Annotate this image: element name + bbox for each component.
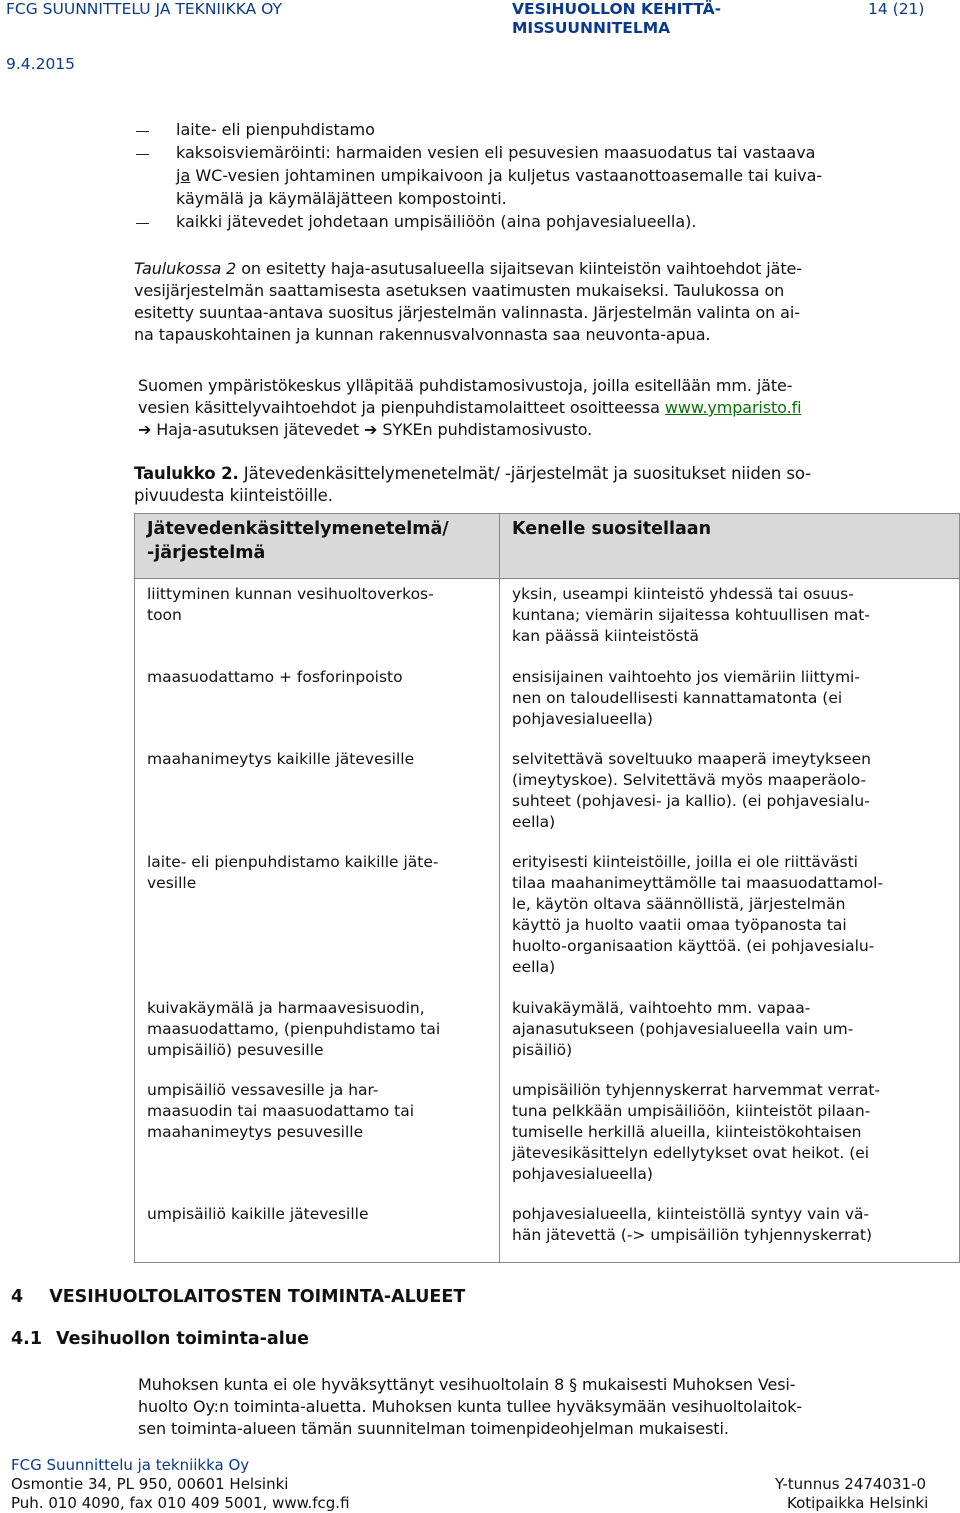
table-cell-method (147, 667, 403, 688)
cell-line: kan päässä kiinteistöstä (512, 627, 699, 645)
table-label: Taulukko 2. (134, 464, 239, 483)
table-cell-recommendation (512, 667, 860, 730)
footer-domicile: Kotipaikka Helsinki (787, 1494, 929, 1512)
paragraph-text: Suomen ympäristökeskus ylläpitää puhdistamosivustoja, joilla esitellään mm. jäte- (138, 376, 793, 395)
underlined-word: ja (176, 166, 191, 185)
bullet-item: kaikki jätevedet johdetaan umpisäiliöön (aina pohjavesialueella). (176, 212, 697, 231)
cell-line: ajanasutukseen (pohjavesialueella vain um- (512, 1020, 854, 1038)
cell-line: tilaa maahanimeyttämölle tai maasuodattamol- (512, 874, 884, 892)
bullet-item-continued (176, 165, 822, 187)
cell-line: suhteet (pohjavesi- ja kallio). (ei pohjavesialu- (512, 792, 870, 810)
table-cell-recommendation (512, 1204, 872, 1246)
header-doc-title-line1: VESIHUOLLON KEHITTÄ- (512, 0, 722, 18)
cell-line: ensisijainen vaihtoehto jos viemäriin liittymi- (512, 668, 860, 686)
footer-business-id: Y-tunnus 2474031-0 (775, 1475, 927, 1493)
caption-text: Jätevedenkäsittelymenetelmät/ -järjestelmät ja suositukset niiden so- (238, 464, 811, 483)
cell-line: jätevesikäsittelyn edellytykset ovat heikot. (ei (512, 1144, 870, 1162)
cell-line: umpisäiliö vessavesille ja har- (147, 1081, 379, 1099)
table-cell-method (147, 749, 414, 770)
section-4-heading (11, 1287, 465, 1307)
header-page-number: 14 (21) (868, 0, 925, 18)
cell-line: yksin, useampi kiinteistö yhdessä tai osuus- (512, 585, 854, 603)
table-cell-method (147, 584, 434, 626)
recommendation-table (134, 513, 960, 1263)
cell-line: maasuodattamo, (pienpuhdistamo tai (147, 1020, 441, 1038)
navigation-path: ➔ Haja-asutuksen jätevedet ➔ SYKEn puhdistamosivusto. (138, 420, 593, 439)
section-number: 4.1 (11, 1329, 43, 1349)
footer-company: FCG Suunnittelu ja tekniikka Oy (11, 1456, 250, 1474)
cell-line: pohjavesialueella, kiinteistöllä syntyy vain vä- (512, 1205, 870, 1223)
paragraph-text: na tapauskohtainen ja kunnan rakennusvalvonnasta saa neuvonta-apua. (134, 325, 711, 344)
cell-line: maahanimeytys kaikille jätevesille (147, 750, 415, 768)
cell-line: maasuodin tai maasuodattamo tai (147, 1102, 415, 1120)
cell-line: eella) (512, 813, 556, 831)
dash-bullet (136, 131, 149, 132)
cell-line: kuivakäymälä, vaihtoehto mm. vapaa- (512, 999, 811, 1017)
cell-line: kuntana; viemärin sijaitessa kohtuullisen mat- (512, 606, 870, 624)
paragraph-text: esitetty suuntaa-antava suositus järjestelmän valinnasta. Järjestelmän valinta on ai- (134, 303, 800, 322)
table-header-recommended-for: Kenelle suositellaan (512, 519, 712, 539)
section-title: Vesihuollon toiminta-alue (56, 1329, 310, 1349)
bullet-item-continued: käymälä ja käymäläjätteen kompostointi. (176, 189, 507, 208)
cell-line: kuivakäymälä ja harmaavesisuodin, (147, 999, 425, 1017)
table-reference: Taulukossa 2 (134, 259, 237, 278)
footer-contact: Puh. 010 4090, fax 010 409 5001, www.fcg.fi (11, 1494, 350, 1512)
header-text: -järjestelmä (147, 543, 266, 563)
cell-line: umpisäiliö kaikille jätevesille (147, 1205, 369, 1223)
caption-text: pivuudesta kiinteistöille. (134, 486, 333, 505)
header-date: 9.4.2015 (6, 55, 76, 73)
header-company: FCG SUUNNITTELU JA TEKNIIKKA OY (6, 0, 282, 18)
section-title: VESIHUOLTOLAITOSTEN TOIMINTA-ALUEET (49, 1287, 466, 1307)
cell-line: (imeytyskoe). Selvitettävä myös maaperäolo- (512, 771, 867, 789)
paragraph-text: vesien käsittelyvaihtoehdot ja pienpuhdistamolaitteet osoitteessa (138, 398, 665, 417)
cell-line: tuna pelkkään umpisäiliöön, kiinteistöt pilaan- (512, 1102, 871, 1120)
bullet-item: laite- eli pienpuhdistamo (176, 120, 375, 139)
table-cell-method (147, 1204, 369, 1225)
cell-line: pohjavesialueella) (512, 710, 653, 728)
paragraph-syke (138, 375, 801, 441)
cell-line: hän jätevettä (-> umpisäiliön tyhjennyskerrat) (512, 1226, 872, 1244)
cell-line: liittyminen kunnan vesihuoltoverkos- (147, 585, 434, 603)
paragraph-table-intro (134, 258, 802, 346)
cell-line: käyttö ja huolto vaatii omaa työpanosta tai (512, 916, 847, 934)
paragraph-text: vesijärjestelmän saattamisesta asetuksen vaatimusten mukaiseksi. Taulukossa on (134, 281, 785, 300)
paragraph-text: huolto Oy:n toiminta-aluetta. Muhoksen kunta tullee hyväksymään vesihuoltolaitok- (138, 1397, 803, 1416)
cell-line: umpisäiliön tyhjennyskerrat harvemmat verrat- (512, 1081, 880, 1099)
cell-line: maahanimeytys pesuvesille (147, 1123, 364, 1141)
dash-bullet (136, 154, 149, 155)
cell-line: toon (147, 606, 182, 624)
table-cell-method (147, 998, 440, 1061)
cell-line: selvitettävä soveltuuko maaperä imeytykseen (512, 750, 871, 768)
cell-line: umpisäiliö) pesuvesille (147, 1041, 324, 1059)
ymparisto-link[interactable]: www.ymparisto.fi (664, 398, 802, 417)
bullet-text-span: WC-vesien johtaminen umpikaivoon ja kuljetus vastaanottoasemalle tai kuiva- (190, 166, 823, 185)
cell-line: erityisesti kiinteistöille, joilla ei ole riittävästi (512, 853, 858, 871)
table-cell-recommendation (512, 1080, 880, 1185)
cell-line: pisäiliö) (512, 1041, 573, 1059)
cell-line: pohjavesialueella) (512, 1165, 653, 1183)
table-cell-method (147, 1080, 414, 1143)
paragraph-text: sen toiminta-alueen tämän suunnitelman toimenpideohjelman mukaisesti. (138, 1419, 729, 1438)
cell-line: nen on taloudellisesti kannattamatonta (ei (512, 689, 843, 707)
cell-line: eella) (512, 958, 556, 976)
column-divider (499, 514, 500, 1262)
footer-address: Osmontie 34, PL 950, 00601 Helsinki (11, 1475, 289, 1493)
header-doc-title-line2: MISSUUNNITELMA (512, 19, 671, 37)
header-text: Jätevedenkäsittelymenetelmä/ (147, 519, 449, 539)
dash-bullet (136, 223, 149, 224)
paragraph-text: on esitetty haja-asutusalueella sijaitsevan kiinteistön vaihtoehdot jäte- (236, 259, 802, 278)
section-number: 4 (11, 1287, 24, 1307)
section-4-1-heading (11, 1329, 309, 1349)
table-caption (134, 463, 811, 507)
bullet-item: kaksoisviemäröinti: harmaiden vesien eli pesuvesien maasuodatus tai vastaava (176, 143, 816, 162)
paragraph-text: Muhoksen kunta ei ole hyväksyttänyt vesihuoltolain 8 § mukaisesti Muhoksen Vesi- (138, 1375, 796, 1394)
table-cell-recommendation (512, 852, 883, 978)
table-cell-recommendation (512, 749, 871, 833)
cell-line: huolto-organisaation käyttöä. (ei pohjavesialu- (512, 937, 875, 955)
paragraph-operating-area (138, 1374, 802, 1440)
table-cell-recommendation (512, 584, 870, 647)
table-header-method (147, 517, 449, 565)
cell-line: maasuodattamo + fosforinpoisto (147, 668, 403, 686)
cell-line: le, käytön oltava säännöllistä, järjestelmän (512, 895, 846, 913)
table-cell-method (147, 852, 439, 894)
cell-line: laite- eli pienpuhdistamo kaikille jäte- (147, 853, 439, 871)
cell-line: tumiselle herkillä alueilla, kiinteistökohtaisen (512, 1123, 862, 1141)
table-cell-recommendation (512, 998, 853, 1061)
cell-line: vesille (147, 874, 197, 892)
